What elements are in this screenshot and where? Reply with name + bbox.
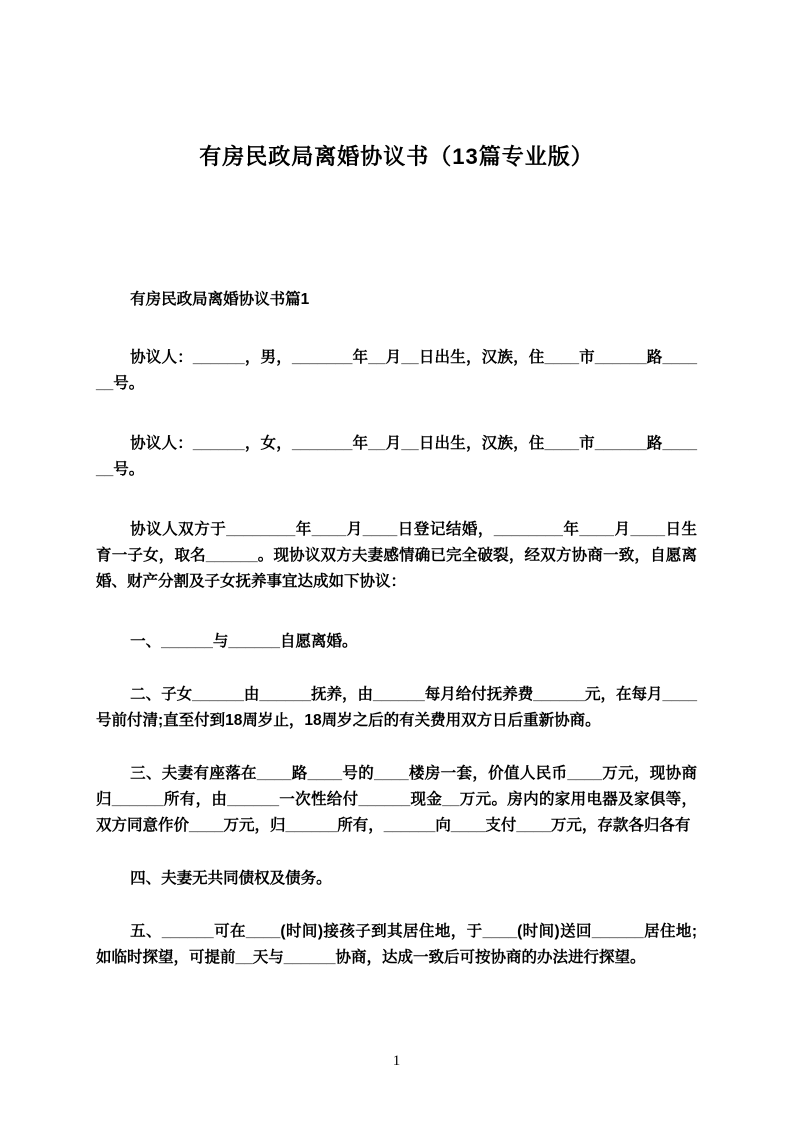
paragraph-clause-1-divorce: 一、______与______自愿离婚。: [130, 633, 358, 650]
paragraph-party-a: 协议人：______，男，_______年__月__日出生，汉族，住____市______路______号。: [96, 349, 697, 392]
paragraph-clause-5-visitation: 五、______可在____(时间)接孩子到其居住地，于____(时间)送回______居住地;如临时探望，可提前__天与______协商，达成一致后可按协商的办法进行探望。: [96, 923, 697, 966]
paragraph-clause-4-debts: 四、夫妻无共同债权及债务。: [130, 870, 332, 887]
page-number: 1: [392, 1053, 401, 1069]
paragraph-party-b: 协议人：______，女，_______年__月__日出生，汉族，住____市______路______号。: [96, 435, 697, 478]
paragraph-marriage-info: 协议人双方于________年____月____日登记结婚，________年____月____日生育一子女，取名______。现协议双方夫妻感情确已完全破裂，经双方协商一致，自愿离婚、财产分割及子女抚养事宜达成如下协议：: [96, 521, 697, 590]
document-body: [96, 289, 697, 971]
section-heading: 有房民政局离婚协议书篇1: [130, 291, 310, 308]
paragraph-clause-3-property: 三、夫妻有座落在____路____号的____楼房一套，价值人民币____万元，现协商归______所有，由______一次性给付______现金__万元。房内的家用电器及家俱等，双方同意作价____万元，归______所有，______向____支付____万元，存款各归各有: [96, 765, 697, 834]
paragraph-clause-2-custody: 二、子女______由______抚养，由______每月给付抚养费______元，在每月____号前付清;直至付到18周岁止，18周岁之后的有关费用双方日后重新协商。: [96, 686, 697, 729]
document-title: 有房民政局离婚协议书（13篇专业版）: [199, 144, 594, 169]
